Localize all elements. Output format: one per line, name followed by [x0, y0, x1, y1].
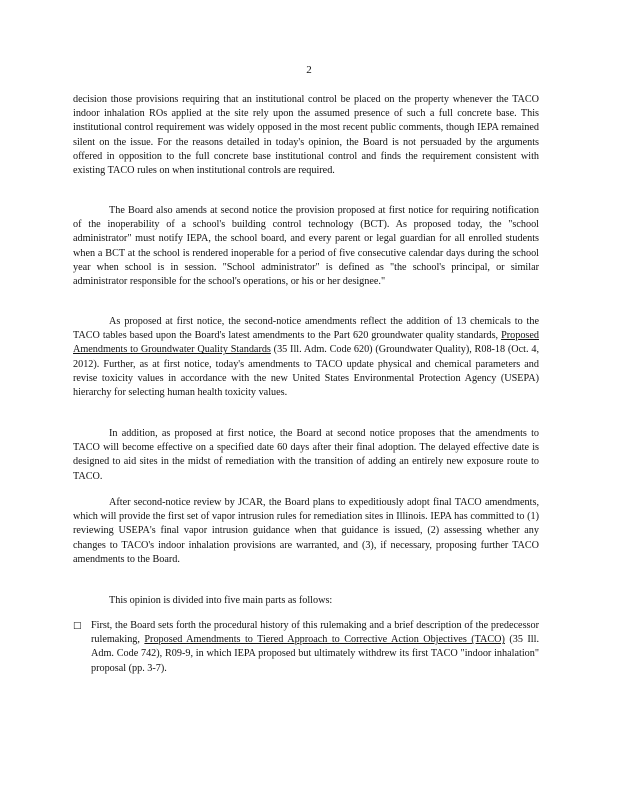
paragraph-school-notification: The Board also amends at second notice the provision proposed at first notice for requiring notification of the inoperability of a school's building control technology (BCT). As proposed today, the "school administrator" must notify IEPA, the school board, and every parent or legal guardian for all enrolled students when a BCT at the school is rendered inoperable for a period of five consecutive calendar days during the school year when school is in session. "School administrator" is defined as "the school's principal, or similar administrator responsible for the school's operations, or his or her designee.": [73, 205, 539, 288]
rulemaking-title: Proposed Amendments to Groundwater Quality Standards: [73, 330, 539, 356]
paragraph-jcar-review: After second-notice review by JCAR, the Board plans to expeditiously adopt final TACO amendments, which will provide the first set of vapor intrusion rules for remediation sites in Illinois. IEPA has committed to (1) reviewing USEPA's final vapor intrusion guidance when that guidance is issued, (2) assessing whether any changes to TACO's indoor inhalation provisions are warranted, and (3), if necessary, proposing further TACO amendments to the Board.: [73, 497, 539, 565]
page-number: 2: [306, 64, 312, 76]
paragraph-text: As proposed at first notice, the second-notice amendments reflect the addition of 13 chemicals to the TACO tables based upon the Board's latest amendments to the Part 620 groundwater quality standards,: [73, 316, 539, 342]
outline-item-text-part: First, the Board sets forth the procedural history of this rulemaking and a brief description of the predecessor rulemaking,: [91, 620, 539, 646]
paragraph-institutional-control: decision those provisions requiring that an institutional control be placed on the property whenever the TACO indoor inhalation ROs applied at the site rely upon the assumed presence of such a full concrete base. This institutional control requirement was widely opposed in the most recent public comments, though IEPA remained silent on the issue. For the reasons detailed in today's opinion, the Board is not persuaded by the arguments offered in opposition to the full concrete base institutional control and finds the requirement consistent with existing TACO rules on when institutional controls are required.: [73, 94, 539, 177]
bullet-box-icon: □: [73, 621, 82, 631]
paragraph-effective-date: In addition, as proposed at first notice, the Board at second notice proposes that the amendments to TACO will become effective on a specified date 60 days after their final adoption. The delayed effective date is designed to aid sites in the midst of remediation with the transition of adding an entirely new exposure route to TACO.: [73, 428, 539, 482]
outline-item-text: [91, 619, 539, 676]
rulemaking-title: Proposed Amendments to Tiered Approach to Corrective Action Objectives (TACO): [144, 634, 505, 646]
paragraph-chemical-additions: [73, 315, 539, 400]
paragraph-text: (35 Ill. Adm. Code 620) (Groundwater Quality), R08-18 (Oct. 4, 2012). Further, as at first notice, today's amendments to TACO update physical and chemical parameters and revise toxicity values in accordance with the new United States Environmental Protection Agency (USEPA) hierarchy for selecting human health toxicity values.: [73, 344, 539, 399]
paragraph-outline-intro: This opinion is divided into five main parts as follows:: [109, 595, 333, 606]
outline-item-text-part: (35 Ill. Adm. Code 742), R09-9, in which IEPA proposed but ultimately withdrew its first TACO "indoor inhalation" proposal (pp. 3-7).: [91, 634, 539, 674]
